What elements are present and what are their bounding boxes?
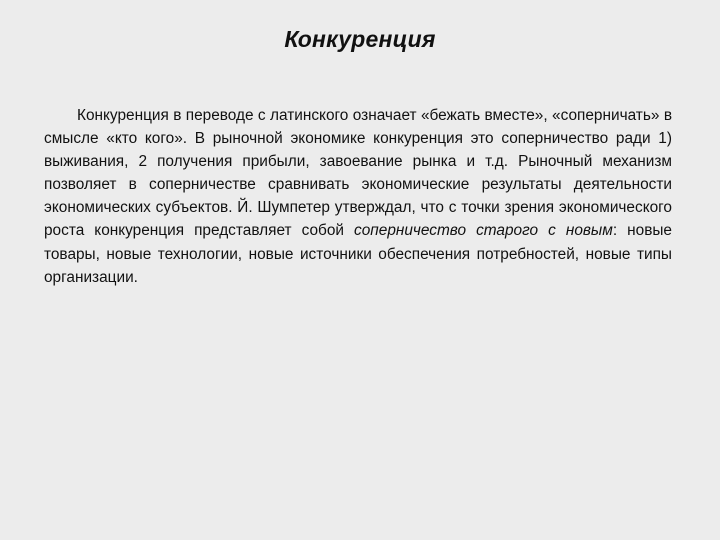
slide-title: Конкуренция: [284, 26, 436, 52]
paragraph-text-part1: Конкуренция в переводе с латинского означает «бежать вместе», «соперничать» в смысле «кто кого». В рыночной экономике конкуренция это соперничество ради 1) выживания, 2 получения прибыли, завоевание рынка и т.д. Рыночный механизм позволяет в соперничестве сравнивать экономические результаты деятельности экономических субъектов. Й. Шумпетер утверждал, что с точки зрения экономического роста конкуренция представляет собой: [44, 107, 672, 240]
body-paragraph: [44, 104, 672, 289]
paragraph-emphasis: соперничество старого с новым: [354, 222, 613, 240]
paragraph-text-part2: : новые товары, новые технологии, новые источники обеспечения потребностей, новые типы организации.: [44, 222, 672, 286]
